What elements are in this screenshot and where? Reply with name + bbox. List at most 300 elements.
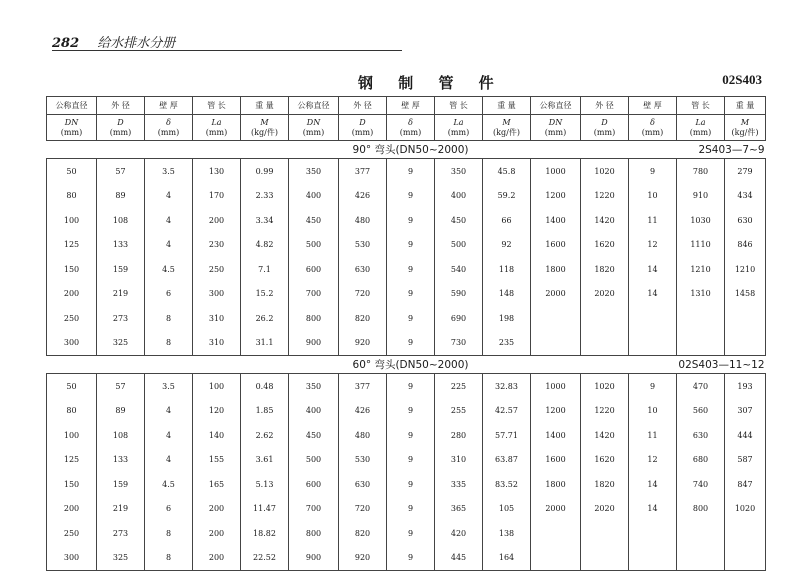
- table-cell: 9: [387, 399, 435, 424]
- table-row: [47, 423, 766, 448]
- column-unit-header: [725, 115, 766, 141]
- table-cell: 100: [47, 423, 97, 448]
- table-cell: 0.48: [241, 374, 289, 399]
- column-symbol: M: [740, 117, 750, 127]
- table-cell: 2.33: [241, 184, 289, 209]
- table-cell: [725, 331, 766, 356]
- table-cell: 12: [629, 448, 677, 473]
- table-cell: 1220: [581, 184, 629, 209]
- table-cell: 10: [629, 399, 677, 424]
- page-number: 282: [52, 36, 80, 51]
- column-symbol: δ: [408, 117, 413, 127]
- table-cell: 2020: [581, 282, 629, 307]
- table-cell: 193: [725, 374, 766, 399]
- column-unit-header: [531, 115, 581, 141]
- table-cell: 800: [677, 497, 725, 522]
- table-cell: 470: [677, 374, 725, 399]
- table-cell: 480: [339, 208, 387, 233]
- table-cell: 1020: [581, 374, 629, 399]
- table-cell: 89: [97, 184, 145, 209]
- table-cell: 50: [47, 374, 97, 399]
- table-cell: [629, 306, 677, 331]
- table-cell: 1000: [531, 374, 581, 399]
- column-unit-header: [97, 115, 145, 141]
- table-cell: 133: [97, 233, 145, 258]
- column-header: 壁 厚: [145, 97, 193, 115]
- table-cell: 310: [435, 448, 483, 473]
- table-row: [47, 257, 766, 282]
- section-spacer: [47, 141, 241, 159]
- table-cell: 820: [339, 306, 387, 331]
- column-header: 管 长: [677, 97, 725, 115]
- table-row: [47, 472, 766, 497]
- table-cell: 159: [97, 257, 145, 282]
- table-cell: 1620: [581, 233, 629, 258]
- table-cell: 3.34: [241, 208, 289, 233]
- table-cell: 118: [483, 257, 531, 282]
- table-cell: 700: [289, 282, 339, 307]
- table-cell: 42.57: [483, 399, 531, 424]
- table-cell: 4: [145, 448, 193, 473]
- column-header: 重 量: [483, 97, 531, 115]
- table-cell: 130: [193, 159, 241, 184]
- table-cell: 5.13: [241, 472, 289, 497]
- document-title: 钢 制 管 件: [358, 74, 504, 92]
- table-cell: 400: [435, 184, 483, 209]
- table-row: [47, 374, 766, 399]
- table-cell: 2020: [581, 497, 629, 522]
- section-code: 2S403—7~9: [581, 141, 766, 159]
- table-cell: 108: [97, 423, 145, 448]
- table-cell: 14: [629, 497, 677, 522]
- table-cell: [531, 546, 581, 571]
- table-cell: 560: [677, 399, 725, 424]
- table-row: [47, 282, 766, 307]
- table-cell: 14: [629, 472, 677, 497]
- table-cell: 740: [677, 472, 725, 497]
- table-cell: 1020: [581, 159, 629, 184]
- table-cell: 225: [435, 374, 483, 399]
- table-cell: [677, 331, 725, 356]
- table-cell: 9: [387, 306, 435, 331]
- table-cell: [725, 306, 766, 331]
- table-cell: 1020: [725, 497, 766, 522]
- table-cell: 920: [339, 546, 387, 571]
- table-cell: 100: [47, 208, 97, 233]
- table-cell: 365: [435, 497, 483, 522]
- column-unit: (mm): [593, 127, 616, 137]
- table-cell: 66: [483, 208, 531, 233]
- table-cell: 377: [339, 159, 387, 184]
- table-cell: 3.61: [241, 448, 289, 473]
- table-cell: [629, 331, 677, 356]
- table-cell: 255: [435, 399, 483, 424]
- table-cell: 2.62: [241, 423, 289, 448]
- table-cell: 3.5: [145, 159, 193, 184]
- table-cell: 2000: [531, 282, 581, 307]
- table-cell: 14: [629, 282, 677, 307]
- table-cell: 9: [387, 159, 435, 184]
- column-unit: (kg/件): [493, 127, 520, 137]
- table-cell: 125: [47, 448, 97, 473]
- table-cell: 8: [145, 521, 193, 546]
- table-cell: 92: [483, 233, 531, 258]
- table-cell: 434: [725, 184, 766, 209]
- column-header: 壁 厚: [629, 97, 677, 115]
- table-cell: [581, 331, 629, 356]
- table-cell: 450: [289, 208, 339, 233]
- table-cell: 587: [725, 448, 766, 473]
- column-symbol: La: [211, 117, 222, 127]
- table-cell: 63.87: [483, 448, 531, 473]
- table-cell: 83.52: [483, 472, 531, 497]
- table-cell: 820: [339, 521, 387, 546]
- section-header-row: [47, 356, 766, 374]
- table-cell: 426: [339, 184, 387, 209]
- column-header: 外 径: [339, 97, 387, 115]
- table-cell: 200: [193, 208, 241, 233]
- table-cell: 1800: [531, 257, 581, 282]
- column-unit-header: [193, 115, 241, 141]
- table-cell: 7.1: [241, 257, 289, 282]
- table-cell: 10: [629, 184, 677, 209]
- table-cell: 530: [339, 448, 387, 473]
- table-cell: 445: [435, 546, 483, 571]
- column-unit-header: [145, 115, 193, 141]
- table-cell: 700: [289, 497, 339, 522]
- table-cell: 9: [387, 448, 435, 473]
- column-symbol: M: [502, 117, 511, 127]
- table-cell: 630: [339, 472, 387, 497]
- table-cell: 8: [145, 546, 193, 571]
- table-cell: 170: [193, 184, 241, 209]
- table-row: [47, 159, 766, 184]
- column-header: 壁 厚: [387, 97, 435, 115]
- table-cell: 900: [289, 331, 339, 356]
- table-cell: 8: [145, 331, 193, 356]
- column-unit-header: [339, 115, 387, 141]
- table-cell: 590: [435, 282, 483, 307]
- table-cell: 4: [145, 423, 193, 448]
- table-cell: 2000: [531, 497, 581, 522]
- table-cell: 9: [387, 472, 435, 497]
- table-cell: 9: [387, 497, 435, 522]
- table-cell: 680: [677, 448, 725, 473]
- table-cell: 6: [145, 282, 193, 307]
- table-cell: 200: [47, 497, 97, 522]
- table-cell: 846: [725, 233, 766, 258]
- column-header: 公称直径: [47, 97, 97, 115]
- table-cell: [531, 521, 581, 546]
- table-row: [47, 546, 766, 571]
- table-cell: 350: [289, 374, 339, 399]
- table-cell: 200: [47, 282, 97, 307]
- table-cell: [629, 521, 677, 546]
- table-cell: 310: [193, 331, 241, 356]
- column-unit: (mm): [689, 127, 712, 137]
- table-cell: 3.5: [145, 374, 193, 399]
- table-row: [47, 233, 766, 258]
- table-cell: 4: [145, 233, 193, 258]
- table-cell: 59.2: [483, 184, 531, 209]
- table-cell: 444: [725, 423, 766, 448]
- column-unit-header: [629, 115, 677, 141]
- table-cell: 100: [193, 374, 241, 399]
- column-symbol: La: [695, 117, 706, 127]
- table-cell: 4.5: [145, 257, 193, 282]
- table-cell: 250: [193, 257, 241, 282]
- column-symbol: D: [359, 117, 366, 127]
- table-row: [47, 399, 766, 424]
- table-cell: 307: [725, 399, 766, 424]
- table-cell: 219: [97, 497, 145, 522]
- table-cell: 377: [339, 374, 387, 399]
- table-cell: 279: [725, 159, 766, 184]
- column-header: 管 长: [193, 97, 241, 115]
- table-cell: 280: [435, 423, 483, 448]
- table-cell: 1820: [581, 257, 629, 282]
- section-header-row: [47, 141, 766, 159]
- table-cell: 400: [289, 399, 339, 424]
- table-cell: 1800: [531, 472, 581, 497]
- table-cell: [581, 306, 629, 331]
- column-unit: (mm): [60, 127, 83, 137]
- table-cell: 780: [677, 159, 725, 184]
- table-row: [47, 521, 766, 546]
- column-unit: (mm): [399, 127, 422, 137]
- table-cell: [531, 331, 581, 356]
- table-cell: 26.2: [241, 306, 289, 331]
- table-cell: 530: [339, 233, 387, 258]
- table-cell: 8: [145, 306, 193, 331]
- table-cell: 219: [97, 282, 145, 307]
- table-row: [47, 331, 766, 356]
- table-cell: 150: [47, 472, 97, 497]
- table-cell: 9: [387, 208, 435, 233]
- table-cell: 1458: [725, 282, 766, 307]
- column-unit: (mm): [351, 127, 374, 137]
- header-row-names: [47, 97, 766, 115]
- table-cell: 910: [677, 184, 725, 209]
- table-cell: 325: [97, 546, 145, 571]
- table-cell: [677, 546, 725, 571]
- table-body: [47, 97, 766, 571]
- table-cell: 11: [629, 208, 677, 233]
- table-cell: 1030: [677, 208, 725, 233]
- table-cell: 1210: [725, 257, 766, 282]
- table-cell: 230: [193, 233, 241, 258]
- section-title: 90° 弯头(DN50~2000): [241, 141, 581, 159]
- table-row: [47, 208, 766, 233]
- column-unit-header: [241, 115, 289, 141]
- fittings-table: [46, 96, 766, 571]
- table-cell: 1400: [531, 423, 581, 448]
- table-cell: [725, 521, 766, 546]
- table-cell: 690: [435, 306, 483, 331]
- column-unit: (mm): [544, 127, 567, 137]
- table-cell: 50: [47, 159, 97, 184]
- table-cell: 9: [387, 257, 435, 282]
- column-symbol: DN: [548, 117, 563, 127]
- table-cell: 1210: [677, 257, 725, 282]
- column-symbol: δ: [166, 117, 171, 127]
- column-unit: (mm): [302, 127, 325, 137]
- table-cell: 9: [387, 233, 435, 258]
- table-cell: 400: [289, 184, 339, 209]
- table-cell: 22.52: [241, 546, 289, 571]
- table-cell: 450: [435, 208, 483, 233]
- column-header: 公称直径: [289, 97, 339, 115]
- table-cell: 325: [97, 331, 145, 356]
- column-header: 外 径: [581, 97, 629, 115]
- document-code: 02S403: [722, 72, 762, 87]
- table-cell: 4.82: [241, 233, 289, 258]
- table-cell: 9: [387, 331, 435, 356]
- table-cell: 235: [483, 331, 531, 356]
- table-cell: 105: [483, 497, 531, 522]
- table-cell: 730: [435, 331, 483, 356]
- table-cell: [725, 546, 766, 571]
- table-cell: 9: [629, 159, 677, 184]
- table-cell: 1420: [581, 208, 629, 233]
- table-cell: 800: [289, 521, 339, 546]
- table-cell: 500: [289, 233, 339, 258]
- table-cell: 9: [387, 423, 435, 448]
- column-unit: (mm): [447, 127, 470, 137]
- column-symbol: DN: [64, 117, 79, 127]
- table-cell: 1220: [581, 399, 629, 424]
- header-row-units: [47, 115, 766, 141]
- column-unit: (mm): [641, 127, 664, 137]
- table-cell: 198: [483, 306, 531, 331]
- table-cell: 4.5: [145, 472, 193, 497]
- table-cell: 11: [629, 423, 677, 448]
- table-cell: 1620: [581, 448, 629, 473]
- table-row: [47, 184, 766, 209]
- table-cell: 250: [47, 306, 97, 331]
- column-symbol: δ: [650, 117, 655, 127]
- column-unit: (mm): [157, 127, 180, 137]
- column-unit: (kg/件): [251, 127, 278, 137]
- table-cell: 200: [193, 497, 241, 522]
- table-cell: 200: [193, 546, 241, 571]
- column-unit-header: [387, 115, 435, 141]
- table-cell: 350: [435, 159, 483, 184]
- table-cell: 800: [289, 306, 339, 331]
- table-cell: 1600: [531, 233, 581, 258]
- book-title: 给水排水分册: [97, 36, 176, 51]
- table-cell: 140: [193, 423, 241, 448]
- table-cell: 847: [725, 472, 766, 497]
- column-unit: (mm): [205, 127, 228, 137]
- table-cell: 120: [193, 399, 241, 424]
- table-cell: 4: [145, 184, 193, 209]
- table-cell: 450: [289, 423, 339, 448]
- table-cell: 273: [97, 306, 145, 331]
- table-row: [47, 497, 766, 522]
- table-cell: 150: [47, 257, 97, 282]
- column-symbol: La: [453, 117, 464, 127]
- column-unit-header: [677, 115, 725, 141]
- column-header: 重 量: [241, 97, 289, 115]
- table-cell: 57.71: [483, 423, 531, 448]
- table-cell: 420: [435, 521, 483, 546]
- table-row: [47, 448, 766, 473]
- header-rule: [52, 50, 402, 51]
- table-cell: 9: [387, 282, 435, 307]
- section-spacer: [47, 356, 241, 374]
- table-cell: 57: [97, 159, 145, 184]
- table-cell: 80: [47, 399, 97, 424]
- table-cell: [677, 521, 725, 546]
- table-cell: 426: [339, 399, 387, 424]
- table-cell: 89: [97, 399, 145, 424]
- table-cell: 0.99: [241, 159, 289, 184]
- column-unit-header: [289, 115, 339, 141]
- table-cell: 310: [193, 306, 241, 331]
- table-cell: 14: [629, 257, 677, 282]
- table-cell: 300: [47, 331, 97, 356]
- table-cell: [581, 546, 629, 571]
- table-cell: 630: [677, 423, 725, 448]
- table-cell: 45.8: [483, 159, 531, 184]
- table-cell: 4: [145, 399, 193, 424]
- section-title: 60° 弯头(DN50~2000): [241, 356, 581, 374]
- column-symbol: DN: [306, 117, 321, 127]
- column-unit-header: [47, 115, 97, 141]
- section-code: 02S403—11~12: [581, 356, 766, 374]
- table-cell: 9: [387, 546, 435, 571]
- table-cell: 300: [47, 546, 97, 571]
- table-cell: 155: [193, 448, 241, 473]
- column-symbol: D: [117, 117, 124, 127]
- column-header: 外 径: [97, 97, 145, 115]
- table-cell: 148: [483, 282, 531, 307]
- column-unit-header: [581, 115, 629, 141]
- table-cell: 200: [193, 521, 241, 546]
- table-cell: 1820: [581, 472, 629, 497]
- table-cell: 600: [289, 257, 339, 282]
- column-header: 重 量: [725, 97, 766, 115]
- table-cell: 900: [289, 546, 339, 571]
- table-cell: 57: [97, 374, 145, 399]
- table-cell: 165: [193, 472, 241, 497]
- table-cell: [531, 306, 581, 331]
- table-cell: 11.47: [241, 497, 289, 522]
- table-cell: 1420: [581, 423, 629, 448]
- table-cell: 1400: [531, 208, 581, 233]
- column-header: 公称直径: [531, 97, 581, 115]
- table-cell: 500: [435, 233, 483, 258]
- table-cell: [629, 546, 677, 571]
- table-cell: 12: [629, 233, 677, 258]
- column-unit: (mm): [109, 127, 132, 137]
- table-cell: 1000: [531, 159, 581, 184]
- table-cell: 1310: [677, 282, 725, 307]
- table-cell: 500: [289, 448, 339, 473]
- table-cell: 1110: [677, 233, 725, 258]
- table-cell: 720: [339, 282, 387, 307]
- table-cell: 80: [47, 184, 97, 209]
- table-cell: 720: [339, 497, 387, 522]
- table-cell: 273: [97, 521, 145, 546]
- table-cell: 108: [97, 208, 145, 233]
- table-cell: 15.2: [241, 282, 289, 307]
- table-cell: 250: [47, 521, 97, 546]
- table-cell: 18.82: [241, 521, 289, 546]
- table-cell: 125: [47, 233, 97, 258]
- table-cell: 300: [193, 282, 241, 307]
